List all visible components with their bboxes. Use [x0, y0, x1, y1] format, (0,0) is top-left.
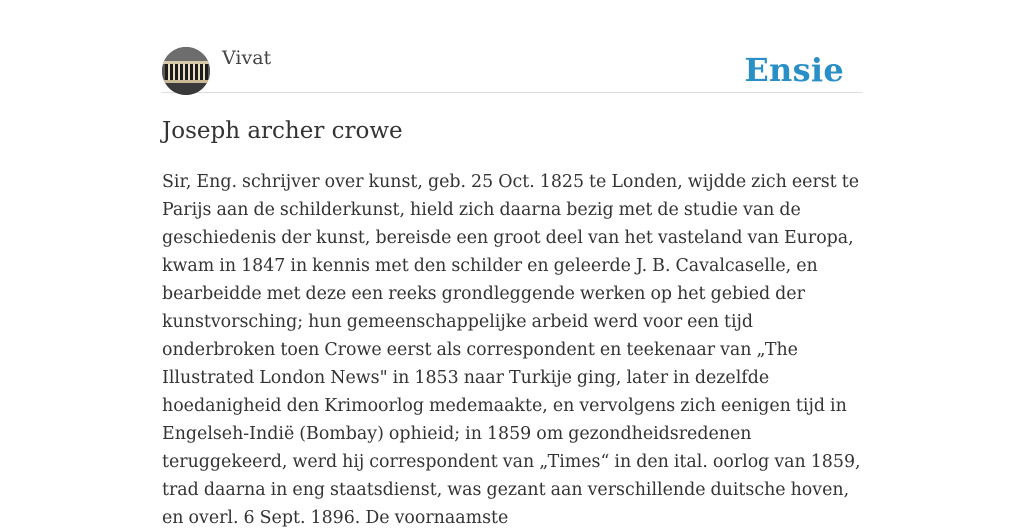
article-title: Joseph archer crowe	[162, 118, 403, 144]
source-logo-image	[162, 47, 210, 95]
article-body: Sir, Eng. schrijver over kunst, geb. 25 Oct. 1825 te Londen, wijdde zich eerst te Parijs aan de schilderkunst, hield zich daarna bezig met de studie van de geschiedenis der kunst, bereisde een groot deel van het vasteland van Europa, kwam in 1847 in kennis met den schilder en geleerde J. B. Cavalcaselle, en bearbeidde met deze een reeks grondleggende werken op het gebied der kunstvorsching; hun gemeenschappelijke arbeid werd voor een tijd onderbroken toen Crowe eerst als correspondent en teekenaar van „The Illustrated London News" in 1853 naar Turkije ging, later in dezelfde hoedanigheid den Krimoorlog medemaakte, en vervolgens zich eenigen tijd in Engelseh-Indië (Bombay) ophieid; in 1859 om gezondheidsredenen teruggekeerd, werd hij correspondent van „Times“ in den ital. oorlog van 1859, trad daarna in eng staatsdienst, was gezant aan verschillende duitsche hoven, en overl. 6 Sept. 1896. De voornaamste	[162, 172, 861, 528]
avatar[interactable]	[162, 47, 210, 95]
header	[162, 46, 862, 93]
brand-logo[interactable]: Ensie	[744, 51, 844, 89]
source-name[interactable]: Vivat	[222, 47, 272, 69]
